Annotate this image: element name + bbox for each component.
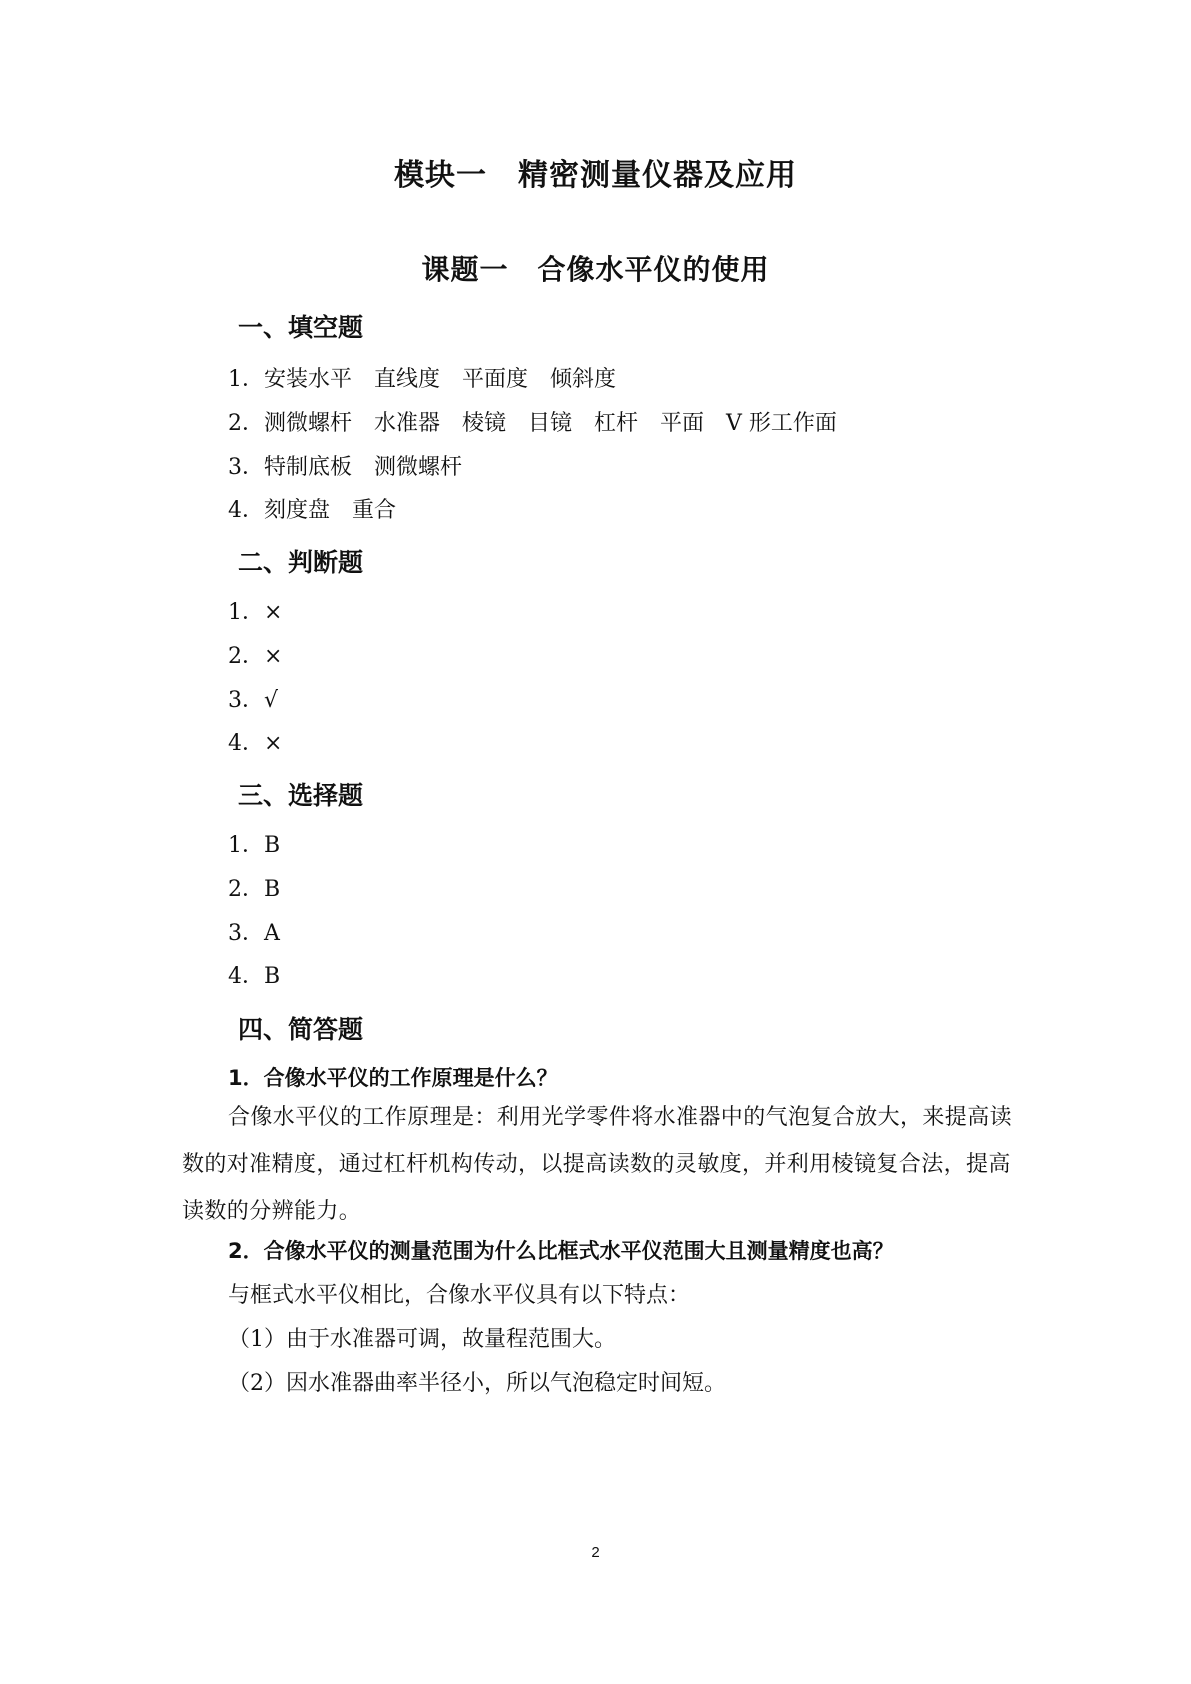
module-title: 模块一 精密测量仪器及应用 [394, 158, 797, 193]
section-heading-multiple-choice: 三、选择题 [238, 781, 364, 810]
section-heading-fill-blank: 一、填空题 [238, 313, 364, 342]
short-answer-point-1: （1）由于水准器可调，故量程范围大。 [228, 1327, 616, 1352]
multiple-choice-answer-3: 3．A [228, 921, 280, 946]
fill-blank-answer-4: 4．刻度盘 重合 [228, 498, 396, 523]
short-answer-intro-2: 与框式水平仪相比，合像水平仪具有以下特点： [228, 1283, 691, 1308]
multiple-choice-answer-4: 4．B [228, 964, 281, 989]
fill-blank-answer-2: 2．测微螺杆 水准器 棱镜 目镜 杠杆 平面 V 形工作面 [228, 411, 837, 436]
short-answer-answer-1: 合像水平仪的工作原理是：利用光学零件将水准器中的气泡复合放大，来提高读数的对准精度，通过杠杆机构传动，以提高读数的灵敏度，并利用棱镜复合法，提高读数的分辨能力。 [182, 1105, 1013, 1224]
section-heading-true-false: 二、判断题 [238, 548, 364, 577]
section-heading-short-answer: 四、简答题 [238, 1015, 364, 1044]
short-answer-point-2: （2）因水准器曲率半径小，所以气泡稳定时间短。 [228, 1371, 726, 1396]
multiple-choice-answer-2: 2．B [228, 877, 281, 902]
multiple-choice-answer-1: 1．B [228, 833, 281, 858]
short-answer-question-2: 2．合像水平仪的测量范围为什么比框式水平仪范围大且测量精度也高？ [228, 1239, 894, 1263]
true-false-answer-3: 3．√ [228, 688, 279, 713]
true-false-answer-2: 2．× [228, 644, 283, 669]
fill-blank-answer-3: 3．特制底板 测微螺杆 [228, 455, 462, 480]
short-answer-question-1: 1．合像水平仪的工作原理是什么？ [228, 1066, 558, 1090]
fill-blank-answer-1: 1．安装水平 直线度 平面度 倾斜度 [228, 367, 616, 392]
topic-title: 课题一 合像水平仪的使用 [421, 253, 770, 286]
page-number: 2 [591, 1544, 600, 1561]
true-false-answer-4: 4．× [228, 731, 283, 756]
true-false-answer-1: 1．× [228, 600, 283, 625]
